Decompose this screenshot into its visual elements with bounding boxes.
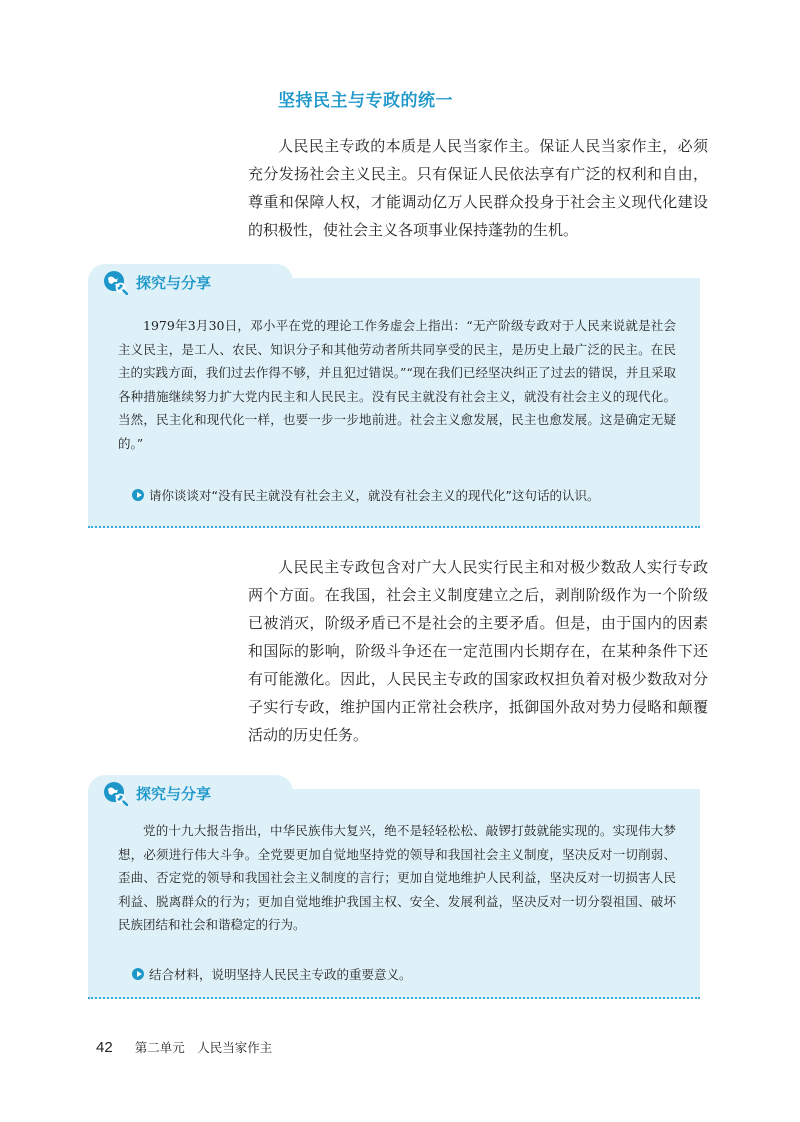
footer-unit-title: 第二单元 人民当家作主 [134, 1040, 273, 1055]
explore-question-1 [132, 486, 599, 504]
explore-header [102, 268, 211, 296]
arrow-bullet-icon [132, 968, 144, 980]
globe-magnifier-icon [102, 269, 128, 295]
explore-question-2 [132, 965, 412, 983]
explore-question-text-2: 结合材料，说明坚持人民民主专政的重要意义。 [149, 967, 412, 982]
explore-box-1 [88, 273, 700, 528]
body-paragraph-1: 人民民主专政的本质是人民当家作主。保证人民当家作主，必须充分发扬社会主义民主。只有保证人民依法享有广泛的权利和自由，尊重和保障人权，才能调动亿万人民群众投身于社会主义现代化建设的积极性，使社会主义各项事业保持蓬勃的生机。 [248, 137, 708, 239]
section-title: 坚持民主与专政的统一 [278, 91, 453, 111]
explore-header [102, 779, 211, 807]
explore-text-2: 党的十九大报告指出，中华民族伟大复兴，绝不是轻轻松松、敲锣打鼓就能实现的。实现伟大梦想，必须进行伟大斗争。全党要更加自觉地坚持党的领导和我国社会主义制度，坚决反对一切削弱、歪曲、否定党的领导和我国社会主义制度的言行；更加自觉地维护人民利益，坚决反对一切损害人民利益、脱离群众的行为；更加自觉地维护我国主权、安全、发展利益，坚决反对一切分裂祖国、破坏民族团结和社会和谐稳定的行为。 [118, 823, 676, 932]
explore-label: 探究与分享 [136, 273, 212, 292]
explore-text-1: 1979年3月30日，邓小平在党的理论工作务虚会上指出：“无产阶级专政对于人民来说就是社会主义民主，是工人、农民、知识分子和其他劳动者所共同享受的民主，是历史上最广泛的民主。在民主的实践方面，我们过去作得不够，并且犯过错误。”“现在我们已经坚决纠正了过去的错误，并且采取各种措施继续努力扩大党内民主和人民民主。没有民主就没有社会主义，就没有社会主义的现代化。当然，民主化和现代化一样，也要一步一步地前进。社会主义愈发展，民主也愈发展。这是确定无疑的。” [118, 318, 676, 451]
globe-magnifier-icon [102, 780, 128, 806]
arrow-bullet-icon [132, 489, 144, 501]
explore-question-text-1: 请你谈谈对“没有民主就没有社会主义，就没有社会主义的现代化”这句话的认识。 [149, 488, 600, 503]
page-number: 42 [96, 1039, 113, 1056]
explore-label: 探究与分享 [136, 784, 212, 803]
body-paragraph-2: 人民民主专政包含对广大人民实行民主和对极少数敌人实行专政两个方面。在我国，社会主义制度建立之后，剥削阶级作为一个阶级已被消灭，阶级矛盾已不是社会的主要矛盾。但是，由于国内的因素和国际的影响，阶级斗争还在一定范围内长期存在，在某种条件下还有可能激化。因此，人民民主专政的国家政权担负着对极少数敌对分子实行专政，维护国内正常社会秩序，抵御国外敌对势力侵略和颠覆活动的历史任务。 [248, 558, 708, 744]
page-footer [96, 1038, 272, 1056]
explore-box-2 [88, 784, 700, 999]
